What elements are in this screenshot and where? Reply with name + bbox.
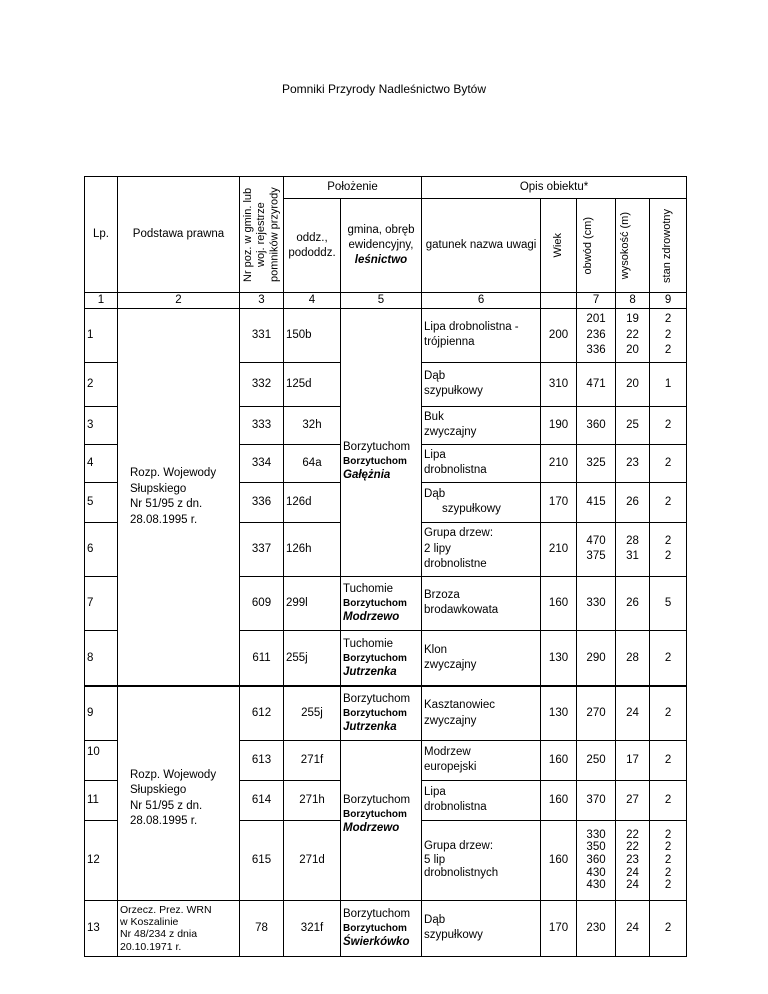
lp-cell: 5 (85, 482, 118, 522)
table-row (85, 900, 687, 956)
wysokosc-cell: 28 (616, 630, 650, 686)
colnum: 4 (284, 293, 341, 309)
oddz-cell: 299l (284, 576, 341, 630)
stan-cell: 5 (650, 576, 687, 630)
stan-cell: 2 (650, 406, 687, 444)
gatunek-cell: Buk zwyczajny (422, 406, 541, 444)
nr-cell: 332 (240, 362, 284, 406)
colnum: 8 (616, 293, 650, 309)
wiek-cell: 130 (541, 630, 577, 686)
wiek-cell: 310 (541, 362, 577, 406)
lp-cell: 2 (85, 362, 118, 406)
wysokosc-cell: 26 (616, 482, 650, 522)
stan-cell: 2 (650, 780, 687, 820)
gatunek-cell: Kasztanowiec zwyczajny (422, 686, 541, 740)
monuments-table (84, 176, 687, 957)
location-cell-jutrzenka-2 (341, 686, 422, 740)
colnum-empty (541, 293, 577, 309)
gatunek-cell: Lipa drobnolistna (422, 444, 541, 482)
wiek-cell: 160 (541, 576, 577, 630)
stan-cell: 2 (650, 686, 687, 740)
lp-cell: 7 (85, 576, 118, 630)
obwod-cell: 270 (577, 686, 616, 740)
stan-cell: 2 2 (650, 522, 687, 576)
wiek-cell: 190 (541, 406, 577, 444)
podstawa-cell-a: Rozp. Wojewody Słupskiego Nr 51/95 z dn. 28.08.1995 r. (118, 308, 240, 686)
lesnictwo-text: Modrzewo (343, 610, 400, 623)
obwod-cell: 370 (577, 780, 616, 820)
header-wysokosc: wysokość (m) (616, 199, 650, 293)
lesnictwo-text: Gałężnia (343, 468, 391, 481)
gatunek-cell: Dąb szypułkowy (422, 900, 541, 956)
colnum: 3 (240, 293, 284, 309)
wysokosc-cell: 17 (616, 740, 650, 780)
wysokosc-cell: 24 (616, 686, 650, 740)
nr-cell: 78 (240, 900, 284, 956)
wysokosc-cell: 24 (616, 900, 650, 956)
lp-cell: 8 (85, 630, 118, 686)
gmina-text: Borzytuchom (343, 693, 411, 706)
stan-cell: 2 2 2 2 2 (650, 820, 687, 900)
nr-cell: 333 (240, 406, 284, 444)
oddz-cell: 321f (284, 900, 341, 956)
stan-cell: 2 2 2 (650, 308, 687, 362)
header-podstawa: Podstawa prawna (118, 177, 240, 293)
nr-cell: 609 (240, 576, 284, 630)
nr-cell: 336 (240, 482, 284, 522)
oddz-cell: 271h (284, 780, 341, 820)
header-lesnictwo: leśnictwo (354, 253, 408, 266)
gatunek-cell: Lipa drobnolistna - trójpienna (422, 308, 541, 362)
gatunek-cell: Grupa drzew: 2 lipy drobnolistne (422, 522, 541, 576)
lp-cell: 3 (85, 406, 118, 444)
lp-cell: 11 (85, 780, 118, 820)
lesnictwo-text: Świerkówko (343, 935, 410, 948)
lp-cell: 13 (85, 900, 118, 956)
colnum: 6 (422, 293, 541, 309)
wysokosc-cell: 19 22 20 (616, 308, 650, 362)
wysokosc-cell: 22 22 23 24 24 (616, 820, 650, 900)
gmina-text: Tuchomie (343, 583, 394, 595)
obwod-cell: 325 (577, 444, 616, 482)
nr-cell: 614 (240, 780, 284, 820)
location-cell-galeznia (341, 308, 422, 576)
colnum: 7 (577, 293, 616, 309)
nr-cell: 334 (240, 444, 284, 482)
oddz-cell: 271f (284, 740, 341, 780)
lp-cell: 9 (85, 686, 118, 740)
lp-cell: 10 (85, 740, 118, 780)
wiek-cell: 210 (541, 522, 577, 576)
header-wiek: Wiek (541, 199, 577, 293)
wiek-cell: 160 (541, 780, 577, 820)
wiek-cell: 130 (541, 686, 577, 740)
wiek-cell: 170 (541, 900, 577, 956)
gatunek-cell: Dąb szypułkowy (422, 362, 541, 406)
wysokosc-cell: 25 (616, 406, 650, 444)
obreb-text: Borzytuchom (343, 708, 407, 720)
obreb-text: Borzytuchom (343, 652, 407, 664)
lp-cell: 12 (85, 820, 118, 900)
stan-cell: 2 (650, 630, 687, 686)
header-oddz: oddz., pododdz. (284, 199, 341, 293)
wiek-cell: 210 (541, 444, 577, 482)
header-gmina-label: gmina, obręb ewidencyjny, (347, 224, 415, 252)
location-cell-modrzewo (341, 576, 422, 630)
lesnictwo-text: Jutrzenka (343, 665, 397, 678)
stan-cell: 2 (650, 444, 687, 482)
wiek-cell: 170 (541, 482, 577, 522)
table-row (85, 686, 687, 740)
nr-cell: 615 (240, 820, 284, 900)
location-cell-swierkowko (341, 900, 422, 956)
stan-cell: 1 (650, 362, 687, 406)
wiek-cell: 160 (541, 820, 577, 900)
location-cell-modrzewo-2 (341, 740, 422, 900)
gmina-text: Borzytuchom (343, 441, 411, 453)
obwod-cell: 250 (577, 740, 616, 780)
obwod-cell: 470 375 (577, 522, 616, 576)
gatunek-cell: Lipa drobnolistna (422, 780, 541, 820)
header-polozenie: Położenie (284, 177, 422, 199)
gmina-text: Borzytuchom (343, 908, 411, 920)
nr-cell: 331 (240, 308, 284, 362)
oddz-cell: 255j (284, 630, 341, 686)
lesnictwo-text: Jutrzenka (343, 721, 397, 734)
table-row (85, 308, 687, 362)
lp-cell: 4 (85, 444, 118, 482)
header-gatunek: gatunek nazwa uwagi (422, 199, 541, 293)
lesnictwo-text: Modrzewo (343, 821, 400, 834)
gatunek-cell: Modrzew europejski (422, 740, 541, 780)
podstawa-cell-b: Rozp. Wojewody Słupskiego Nr 51/95 z dn. 28.08.1995 r. (118, 686, 240, 900)
wysokosc-cell: 27 (616, 780, 650, 820)
obwod-cell: 471 (577, 362, 616, 406)
colnum: 1 (85, 293, 118, 309)
colnum: 2 (118, 293, 240, 309)
obwod-cell: 201 236 336 (577, 308, 616, 362)
header-obwod: obwód (cm) (577, 199, 616, 293)
stan-cell: 2 (650, 482, 687, 522)
obwod-cell: 360 (577, 406, 616, 444)
gmina-text: Tuchomie (343, 637, 394, 650)
obwod-cell: 230 (577, 900, 616, 956)
header-lp: Lp. (85, 177, 118, 293)
nr-cell: 611 (240, 630, 284, 686)
obreb-text: Borzytuchom (343, 455, 407, 467)
obreb-text: Borzytuchom (343, 597, 407, 609)
oddz-cell: 32h (284, 406, 341, 444)
stan-cell: 2 (650, 900, 687, 956)
gatunek-cell: Grupa drzew: 5 lip drobnolistnych (422, 820, 541, 900)
obwod-cell: 415 (577, 482, 616, 522)
gatunek-cell: Dąb szypułkowy (422, 482, 541, 522)
nr-cell: 613 (240, 740, 284, 780)
nr-cell: 337 (240, 522, 284, 576)
oddz-cell: 150b (284, 308, 341, 362)
wysokosc-cell: 20 (616, 362, 650, 406)
wiek-cell: 160 (541, 740, 577, 780)
header-stan: stan zdrowotny (650, 199, 687, 293)
stan-cell: 2 (650, 740, 687, 780)
wysokosc-cell: 28 31 (616, 522, 650, 576)
oddz-cell: 64a (284, 444, 341, 482)
obreb-text: Borzytuchom (343, 808, 407, 820)
obreb-text: Borzytuchom (343, 922, 407, 934)
page-title: Pomniki Przyrody Nadleśnictwo Bytów (281, 82, 487, 96)
header-nr-poz: Nr poz. w gmin. lub woj. rejestrze pomników przyrody (240, 177, 284, 293)
wysokosc-cell: 26 (616, 576, 650, 630)
oddz-cell: 255j (284, 686, 341, 740)
column-numbers-row (85, 293, 687, 309)
colnum: 9 (650, 293, 687, 309)
nr-cell: 612 (240, 686, 284, 740)
gatunek-cell: Brzoza brodawkowata (422, 576, 541, 630)
lp-cell: 6 (85, 522, 118, 576)
podstawa-cell-c: Orzecz. Prez. WRN w Koszalinie Nr 48/234 z dnia 20.10.1971 r. (118, 900, 240, 956)
obwod-cell: 330 (577, 576, 616, 630)
location-cell-jutrzenka (341, 630, 422, 686)
oddz-cell: 125d (284, 362, 341, 406)
lp-cell: 1 (85, 308, 118, 362)
header-opis: Opis obiektu* (422, 177, 687, 199)
oddz-cell: 126h (284, 522, 341, 576)
header-gmina (341, 199, 422, 293)
wysokosc-cell: 23 (616, 444, 650, 482)
colnum: 5 (341, 293, 422, 309)
obwod-cell: 330 350 360 430 430 (577, 820, 616, 900)
gatunek-cell: Klon zwyczajny (422, 630, 541, 686)
oddz-cell: 271d (284, 820, 341, 900)
obwod-cell: 290 (577, 630, 616, 686)
wiek-cell: 200 (541, 308, 577, 362)
gmina-text: Borzytuchom (343, 793, 411, 806)
oddz-cell: 126d (284, 482, 341, 522)
